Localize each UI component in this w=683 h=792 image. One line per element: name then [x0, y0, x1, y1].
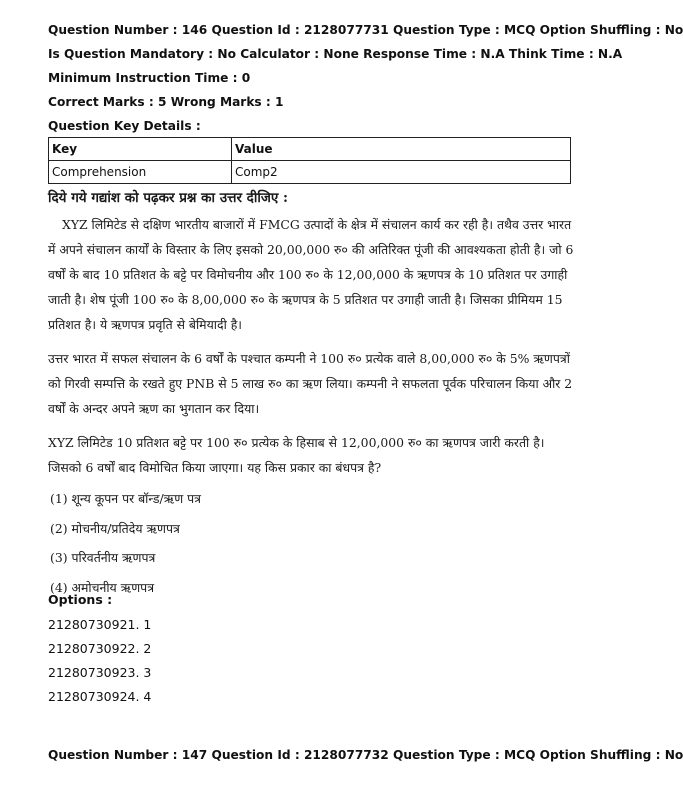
question-marks: Correct Marks : 5 Wrong Marks : 1 [48, 95, 284, 109]
option-item-4: 21280730924. 4 [48, 689, 152, 704]
question-text: XYZ लिमिटेड 10 प्रतिशत बट्टे पर 100 रु० प्रत्येक के हिसाब से 12,00,000 रु० का ऋणपत्र जारी करती है। जिसको 6 वर्षों बाद विमोचित किया जाएगा। यह किस प्रकार का बंधपत्र है? [48, 435, 545, 475]
question-header-line-1: Question Number : 146 Question Id : 2128077731 Question Type : MCQ Option Shuffling : No [48, 23, 683, 37]
choice-4: (4) अमोचनीय ऋणपत्र [50, 579, 155, 595]
table-row [49, 161, 571, 184]
choice-2: (2) मोचनीय/प्रतिदेय ऋणपत्र [50, 520, 180, 536]
table-header-row [49, 138, 571, 161]
choice-3: (3) परिवर्तनीय ऋणपत्र [50, 550, 156, 565]
question-key-table [48, 137, 571, 184]
option-item-2: 21280730922. 2 [48, 641, 152, 656]
passage-image [48, 188, 574, 602]
passage-instruction: दिये गये गद्यांश को पढ़कर प्रश्न का उत्तर दीजिए : [48, 190, 288, 206]
next-question-header: Question Number : 147 Question Id : 2128077732 Question Type : MCQ Option Shuffling : No [48, 748, 683, 762]
options-label: Options : [48, 592, 113, 607]
passage-paragraph-2: उत्तर भारत में सफल संचालन के 6 वर्षों के पश्चात कम्पनी ने 100 रु० प्रत्येक वाले 8,00,000 रु० के 5% ऋणपत्रों को गिरवी सम्पत्ति के रखते हुए PNB से 5 लाख रु० का ऋण लिया। कम्पनी ने सफलता पूर्वक परिचालन किया और 2 वर्षों के अन्दर अपने ऋण का भुगतान कर दिया। [48, 351, 573, 416]
option-item-3: 21280730923. 3 [48, 665, 152, 680]
question-key-title: Question Key Details : [48, 119, 201, 133]
table-header-value: Value [232, 138, 571, 161]
question-header-line-3: Minimum Instruction Time : 0 [48, 71, 251, 85]
question-header-line-2: Is Question Mandatory : No Calculator : None Response Time : N.A Think Time : N.A [48, 47, 623, 61]
table-header-key: Key [49, 138, 232, 161]
choice-1: (1) शून्य कूपन पर बॉन्ड/ऋण पत्र [50, 491, 201, 506]
option-item-1: 21280730921. 1 [48, 617, 152, 632]
passage-paragraph-1: XYZ लिमिटेड से दक्षिण भारतीय बाजारों में FMCG उत्पादों के क्षेत्र में संचालन कार्य कर रही है। तथैव उत्तर भारत में अपने संचालन कार्यों के विस्तार के लिए इसको 20,00,000 रु० की अतिरिक्त पूंजी की आवश्यकता होती है। जो 6 वर्षों के बाद 10 प्रतिशत के बट्टे पर विमोचनीय और 100 रु० के 12,00,000 के ऋणपत्र के 10 प्रतिशत पर उगाही जाती है। शेष पूंजी 100 रु० के 8,00,000 रु० के ऋणपत्र के 5 प्रतिशत पर उगाही जाती है। जिसका प्रीमियम 15 प्रतिशत है। ये ऋणपत्र प्रवृति से बेमियादी है। [48, 217, 574, 332]
table-cell-value: Comp2 [232, 161, 571, 184]
table-cell-key: Comprehension [49, 161, 232, 184]
